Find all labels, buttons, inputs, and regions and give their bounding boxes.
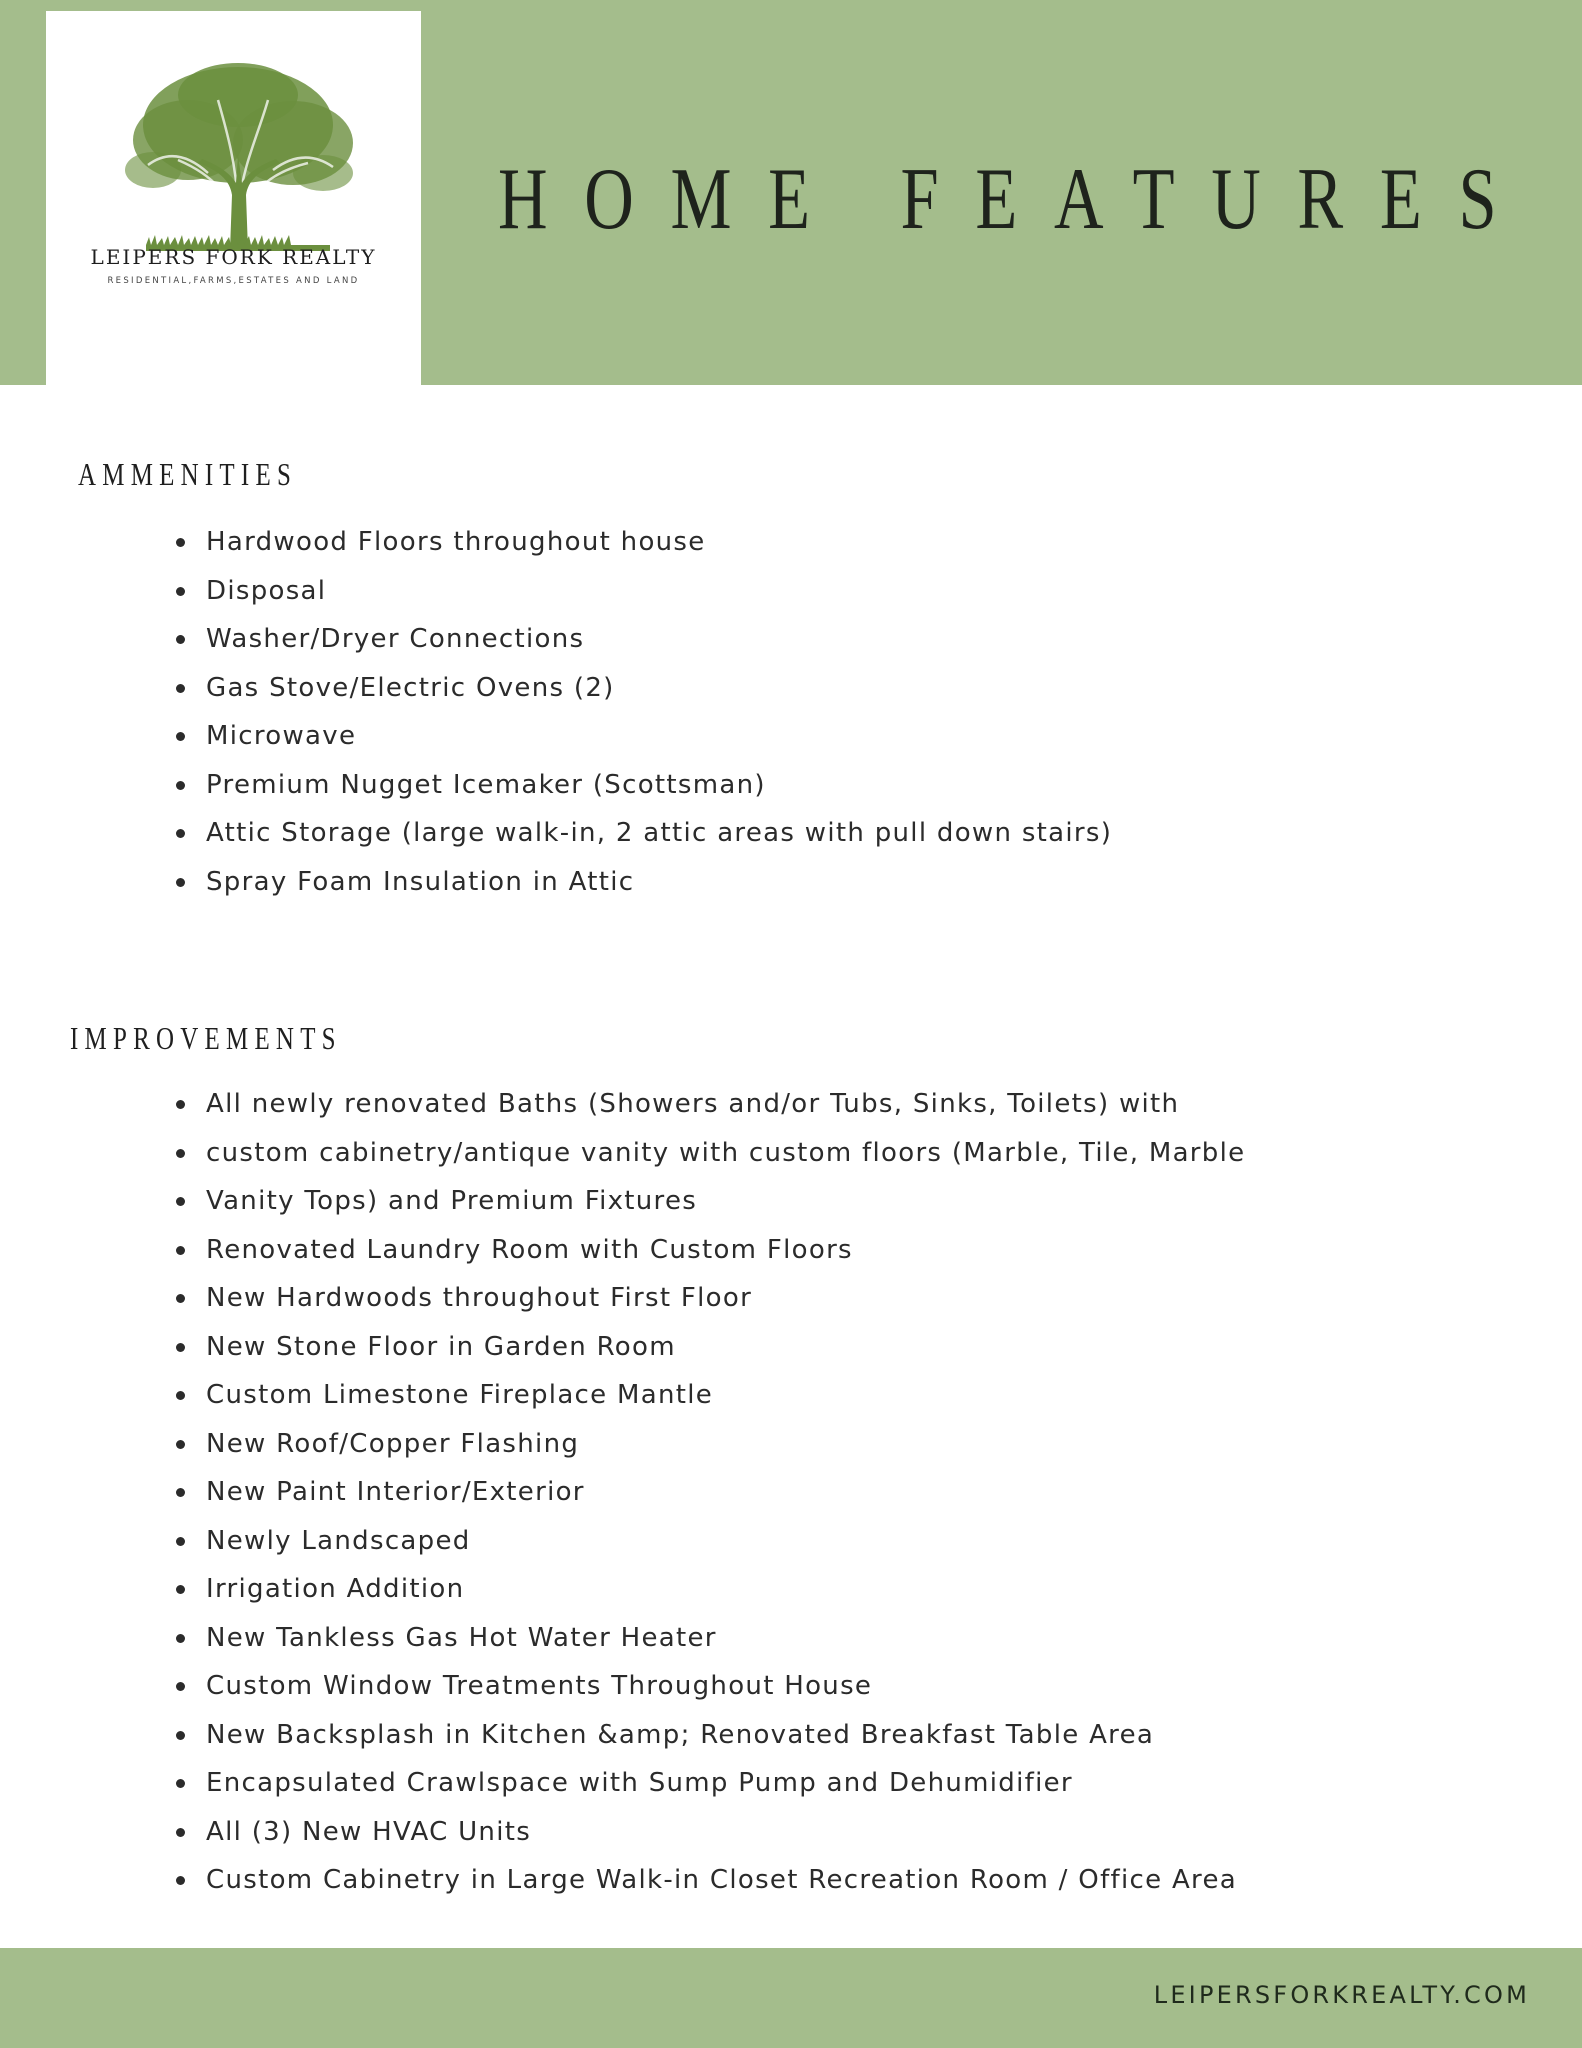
logo (46, 11, 421, 385)
list-item: Gas Stove/Electric Ovens (2) (0, 664, 1112, 713)
logo-company-name: LEIPERS FORK REALTY (90, 245, 377, 269)
bullet-icon (176, 1149, 185, 1158)
header-banner (0, 0, 1582, 385)
bullet-icon (176, 1731, 185, 1740)
bullet-icon (176, 1391, 185, 1400)
bullet-icon (176, 684, 185, 693)
list-item: Encapsulated Crawlspace with Sump Pump and Dehumidifier (0, 1759, 1245, 1808)
list-item: Microwave (0, 712, 1112, 761)
list-item: All newly renovated Baths (Showers and/or Tubs, Sinks, Toilets) with (0, 1080, 1245, 1129)
bullet-icon (176, 1585, 185, 1594)
bullet-icon (176, 1197, 185, 1206)
website-link[interactable]: LEIPERSFORKREALTY.COM (1153, 1981, 1530, 2009)
bullet-icon (176, 1246, 185, 1255)
list-item: Attic Storage (large walk-in, 2 attic areas with pull down stairs) (0, 809, 1112, 858)
list-item: New Roof/Copper Flashing (0, 1420, 1245, 1469)
bullet-icon (176, 1682, 185, 1691)
list-item: New Paint Interior/Exterior (0, 1468, 1245, 1517)
list-item: Disposal (0, 567, 1112, 616)
bullet-icon (176, 1537, 185, 1546)
bullet-icon (176, 1876, 185, 1885)
list-item: Custom Limestone Fireplace Mantle (0, 1371, 1245, 1420)
list-item: New Hardwoods throughout First Floor (0, 1274, 1245, 1323)
bullet-icon (176, 781, 185, 790)
list-item: custom cabinetry/antique vanity with custom floors (Marble, Tile, Marble (0, 1129, 1245, 1178)
list-item: Renovated Laundry Room with Custom Floors (0, 1226, 1245, 1275)
bullet-icon (176, 587, 185, 596)
amenities-heading: AMMENITIES (78, 456, 298, 492)
improvements-heading: IMPROVEMENTS (70, 1020, 342, 1056)
list-item: New Stone Floor in Garden Room (0, 1323, 1245, 1372)
list-item: Premium Nugget Icemaker (Scottsman) (0, 761, 1112, 810)
list-item: Washer/Dryer Connections (0, 615, 1112, 664)
bullet-icon (176, 1343, 185, 1352)
list-item: Vanity Tops) and Premium Fixtures (0, 1177, 1245, 1226)
list-item: New Backsplash in Kitchen &amp; Renovated Breakfast Table Area (0, 1711, 1245, 1760)
list-item: New Tankless Gas Hot Water Heater (0, 1614, 1245, 1663)
bullet-icon (176, 1779, 185, 1788)
list-item: Custom Window Treatments Throughout House (0, 1662, 1245, 1711)
bullet-icon (176, 635, 185, 644)
list-item: All (3) New HVAC Units (0, 1808, 1245, 1857)
bullet-icon (176, 1634, 185, 1643)
amenities-list (0, 518, 1112, 906)
logo-tagline: RESIDENTIAL,FARMS,ESTATES AND LAND (107, 276, 360, 286)
list-item: Newly Landscaped (0, 1517, 1245, 1566)
page-title: HOME FEATURES (498, 151, 1534, 248)
list-item: Custom Cabinetry in Large Walk-in Closet Recreation Room / Office Area (0, 1856, 1245, 1905)
bullet-icon (176, 1440, 185, 1449)
bullet-icon (176, 1100, 185, 1109)
bullet-icon (176, 1294, 185, 1303)
bullet-icon (176, 878, 185, 887)
list-item: Irrigation Addition (0, 1565, 1245, 1614)
footer-banner (0, 1948, 1582, 2048)
bullet-icon (176, 732, 185, 741)
bullet-icon (176, 1828, 185, 1837)
bullet-icon (176, 538, 185, 547)
list-item: Hardwood Floors throughout house (0, 518, 1112, 567)
improvements-list (0, 1080, 1245, 1905)
bullet-icon (176, 829, 185, 838)
bullet-icon (176, 1488, 185, 1497)
oak-tree-icon (118, 55, 358, 255)
list-item: Spray Foam Insulation in Attic (0, 858, 1112, 907)
